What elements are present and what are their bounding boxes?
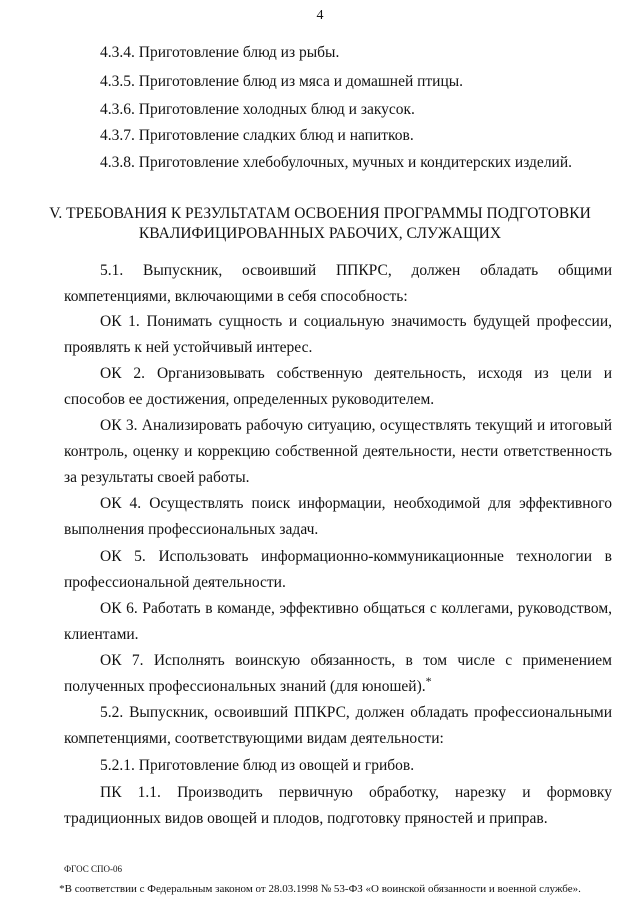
section-heading-line2: КВАЛИФИЦИРОВАННЫХ РАБОЧИХ, СЛУЖАЩИХ <box>138 225 502 242</box>
paragraph-5-2-1: 5.2.1. Приготовление блюд из овощей и грибов. <box>100 757 415 774</box>
list-item-4-3-6: 4.3.6. Приготовление холодных блюд и закусок. <box>100 101 415 118</box>
paragraph-pk1-1: ПК 1.1. Производить первичную обработку, нарезку и формовку традиционных видов овощей и плодов, подготовку пряностей и приправ. <box>64 784 612 827</box>
paragraph-ok6: ОК 6. Работать в команде, эффективно общаться с коллегами, руководством, клиентами. <box>64 600 612 643</box>
list-item-4-3-7: 4.3.7. Приготовление сладких блюд и напитков. <box>100 127 414 144</box>
footnote-mark: * <box>425 673 432 688</box>
paragraph-ok1: ОК 1. Понимать сущность и социальную значимость будущей профессии, проявлять к ней устойчивый интерес. <box>64 313 612 356</box>
list-item-4-3-8: 4.3.8. Приготовление хлебобулочных, мучных и кондитерских изделий. <box>100 154 573 171</box>
paragraph-ok4: ОК 4. Осуществлять поиск информации, необходимой для эффективного выполнения профессиональных задач. <box>64 495 612 538</box>
paragraph-ok2: ОК 2. Организовывать собственную деятельность, исходя из цели и способов ее достижения, определенных руководителем. <box>64 365 612 408</box>
footer-code: ФГОС СПО-06 <box>64 864 122 874</box>
paragraph-ok3: ОК 3. Анализировать рабочую ситуацию, осуществлять текущий и итоговый контроль, оценку и коррекцию собственной деятельности, нести ответственность за результаты своей работы. <box>64 417 612 486</box>
paragraph-5-1: 5.1. Выпускник, освоивший ППКРС, должен обладать общими компетенциями, включающими в себя способность: <box>64 262 612 305</box>
page-number: 4 <box>316 8 324 23</box>
paragraph-5-2: 5.2. Выпускник, освоивший ППКРС, должен обладать профессиональными компетенциями, соответствующими видам деятельности: <box>64 704 612 747</box>
paragraph-ok7 <box>64 648 612 700</box>
paragraph-ok7-text: ОК 7. Исполнять воинскую обязанность, в том числе с применением полученных профессиональных знаний (для юношей). <box>64 652 612 695</box>
paragraph-ok5: ОК 5. Использовать информационно-коммуникационные технологии в профессиональной деятельности. <box>64 548 612 591</box>
list-item-4-3-5: 4.3.5. Приготовление блюд из мяса и домашней птицы. <box>100 73 464 90</box>
footnote: *В соответствии с Федеральным законом от 28.03.1998 № 53-ФЗ «О воинской обязанности и военной службе». <box>59 883 581 895</box>
section-heading-line1: V. ТРЕБОВАНИЯ К РЕЗУЛЬТАТАМ ОСВОЕНИЯ ПРОГРАММЫ ПОДГОТОВКИ <box>49 205 591 222</box>
list-item-4-3-4: 4.3.4. Приготовление блюд из рыбы. <box>100 44 340 61</box>
